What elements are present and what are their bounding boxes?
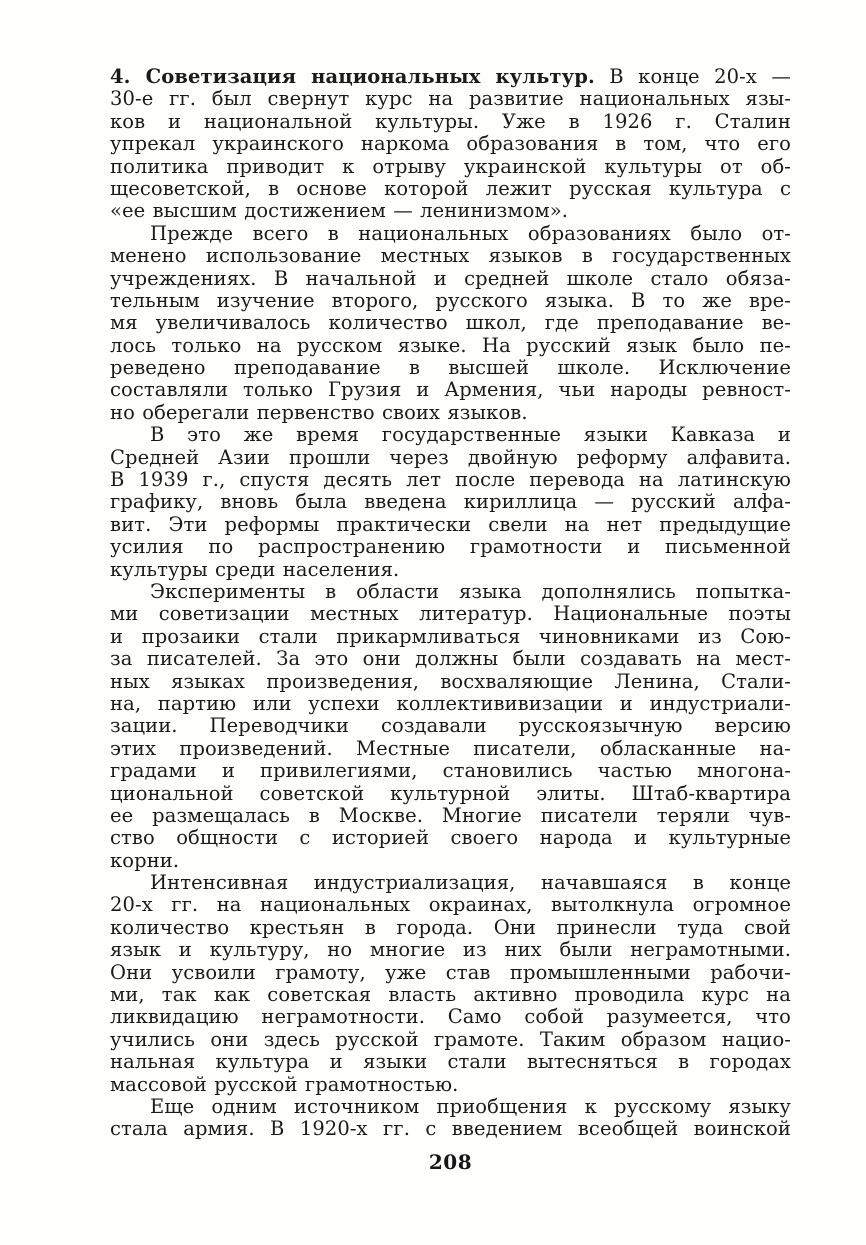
text-line: мя увеличивалось количество школ, где преподавание ве- [110, 312, 791, 335]
text-line: Еще одним источником приобщения к русскому языку [150, 1095, 791, 1118]
text-line: Эксперименты в области языка дополнялись попытка- [150, 580, 791, 603]
text-line: учились они здесь русской грамоте. Таким образом нацио- [110, 1028, 791, 1051]
text-line: Средней Азии прошли через двойную реформу алфавита. [110, 446, 791, 469]
text-line: ликвидацию неграмотности. Само собой разумеется, что [110, 1006, 791, 1029]
text-line: нальная культура и языки стали вытесняться в городах [110, 1051, 791, 1074]
section-heading: 4. Советизация национальных культур. [110, 66, 595, 88]
text-line: и прозаики стали прикармливаться чиновниками из Сою- [110, 625, 791, 648]
text-line: графику, вновь была введена кириллица — русский алфа- [110, 491, 791, 514]
text-line: ство общности с историей своего народа и культурные [110, 827, 791, 850]
text-line: 20-х гг. на национальных окраинах, вытолкнула огромное [110, 894, 791, 917]
text-line: циональной советской культурной элиты. Штаб-квартира [110, 782, 791, 805]
text-line: политика приводит к отрыву украинской культуры от об- [110, 155, 791, 178]
text-line: учреждениях. В начальной и средней школе стало обяза- [110, 267, 791, 290]
text-line: корни. [110, 849, 180, 872]
text-line: тельным изучение второго, русского языка. В то же вре- [110, 289, 791, 312]
text-line: этих произведений. Местные писатели, обласканные на- [110, 737, 791, 760]
text-line: щесоветской, в основе которой лежит русская культура с [110, 177, 791, 200]
text-line: вит. Эти реформы практически свели на нет предыдущие [110, 513, 791, 536]
text-line: реведено преподавание в высшей школе. Исключение [110, 357, 791, 380]
text-line: менено использование местных языков в государственных [110, 245, 791, 268]
text-line: ее размещалась в Москве. Многие писатели теряли чув- [110, 804, 791, 827]
text-line: ми советизации местных литератур. Национальные поэты [110, 603, 791, 626]
text-line: стала армия. В 1920-х гг. с введением всеобщей воинской [110, 1118, 791, 1141]
text-line: культуры среди населения. [110, 558, 400, 581]
text-line: В 1939 г., спустя десять лет после перевода на латинскую [110, 469, 791, 492]
text-line: упрекал украинского наркома образования в том, что его [110, 133, 791, 156]
text-line: ков и национальной культуры. Уже в 1926 г. Сталин [110, 110, 791, 133]
text-line: 30-е гг. был свернут курс на развитие национальных язы- [110, 88, 791, 111]
paragraph [110, 424, 791, 581]
text-line: количество крестьян в города. Они принесли туда свой [110, 916, 791, 939]
text-line: но оберегали первенство своих языков. [110, 401, 528, 424]
paragraph [110, 66, 791, 223]
text-line: В это же время государственные языки Кавказа и [150, 424, 791, 447]
text-line: на, партию или успехи коллектививизации и индустриали- [110, 692, 791, 715]
text-line [110, 66, 791, 88]
paragraph [110, 223, 791, 425]
text-line: Интенсивная индустриализация, начавшаяся в конце [150, 872, 791, 895]
text-line: зации. Переводчики создавали русскоязычную версию [110, 715, 791, 738]
text-line: ных языках произведения, восхваляющие Ленина, Стали- [110, 670, 791, 693]
heading-rest-text: В конце 20-х — [609, 66, 791, 88]
page-number: 208 [428, 1150, 473, 1174]
text-line: за писателей. За это они должны были создавать на мест- [110, 648, 791, 671]
text-line: усилия по распространению грамотности и письменной [110, 536, 791, 559]
text-line: составляли только Грузия и Армения, чьи народы ревност- [110, 379, 791, 402]
page-text [110, 66, 791, 1141]
text-line: Прежде всего в национальных образованиях было от- [150, 222, 791, 245]
text-line: ми, так как советская власть активно проводила курс на [110, 984, 791, 1007]
paragraph [110, 1096, 791, 1141]
text-line: «ее высшим достижением — ленинизмом». [110, 200, 569, 223]
text-line: градами и привилегиями, становились частью многона- [110, 760, 791, 783]
text-line: лось только на русском языке. На русский язык было пе- [110, 334, 791, 357]
text-line: язык и культуру, но многие из них были неграмотными. [110, 939, 791, 962]
paragraph [110, 581, 791, 872]
text-line: массовой русской грамотностью. [110, 1073, 459, 1096]
text-line: Они усвоили грамоту, уже став промышленными рабочи- [110, 961, 791, 984]
paragraph [110, 872, 791, 1096]
